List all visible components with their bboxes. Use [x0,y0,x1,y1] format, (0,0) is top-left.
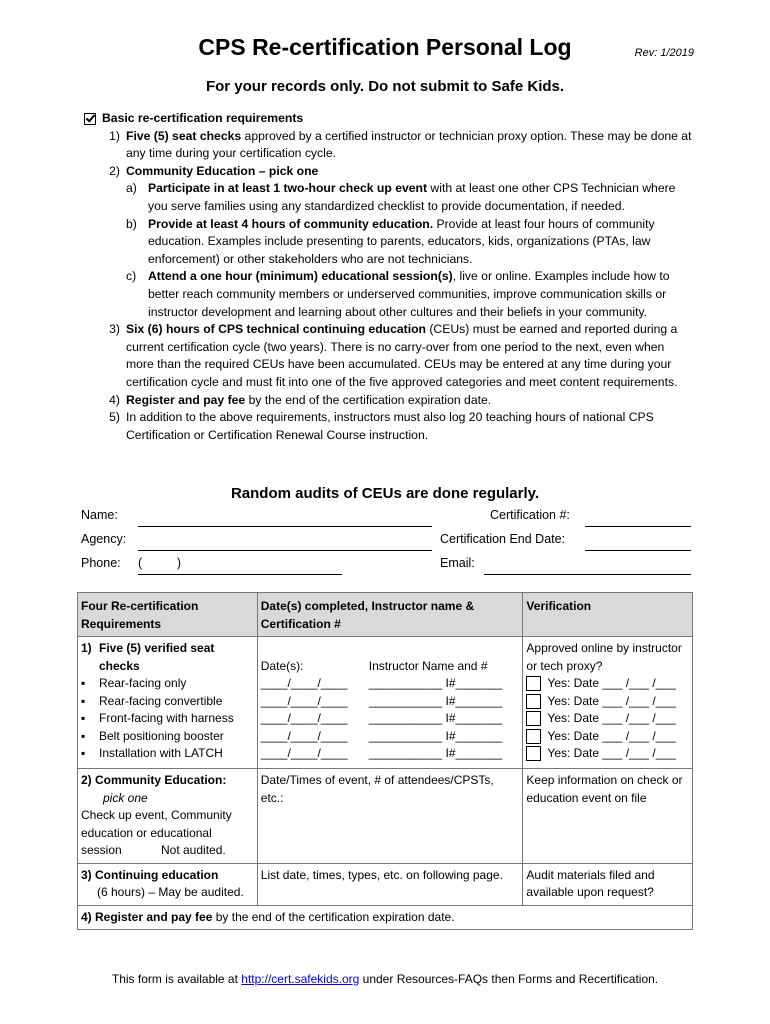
phone-area-code: ( ) [138,556,182,570]
instructor-label: Instructor Name and # [368,658,488,673]
phone-field[interactable] [138,574,342,575]
list-item: ▪ Belt positioning booster [81,728,224,743]
cert-end-date-field[interactable] [585,550,691,551]
requirement-item-2: 2) Community Education – pick one [109,163,319,178]
checkbox[interactable] [526,711,541,726]
column-header: Date(s) completed, Instructor name & Certification # [257,593,523,637]
list-item: ▪ Front-facing with harness [81,711,234,725]
column-header: Verification [523,593,693,637]
seat-check-entry[interactable]: ____/____/____ ___________ I#_______ [260,746,503,760]
agency-label: Agency: [81,532,127,546]
requirement-item-2a: a) Participate in at least 1 two-hour check up event with at least one other CPS Technician where you serve families using any standardized checklist to provide documentation, if needed. [126,181,676,213]
checkbox[interactable] [526,694,541,709]
table-row: 2) Community Education: pick one Check up event, Community education or educational session Not audited. Date/Times of event, # of attendees/CPSTs, etc.: Keep information on check or education event on file [78,769,693,864]
name-field[interactable] [138,526,432,527]
list-item: ▪ Rear-facing convertible [81,693,223,708]
audit-heading: Random audits of CEUs are done regularly. [230,485,540,502]
name-label: Name: [81,508,118,522]
yes-checkbox-row[interactable]: Yes: Date ___ /___ /___ [526,728,689,746]
table-row: 3) Continuing education (6 hours) – May be audited. List date, times, types, etc. on following page. Audit materials filed and available upon request? [78,863,693,905]
dates-label: Date(s): [260,658,304,673]
row1-title: 1) Five (5) verified seat checks [81,641,215,673]
checkbox[interactable] [526,746,541,761]
list-item: ▪ Rear-facing only [81,676,187,690]
seat-check-entry[interactable]: ____/____/____ ___________ I#_______ [260,676,503,690]
phone-label: Phone: [81,556,121,570]
safekids-link[interactable]: http://cert.safekids.org [241,972,360,986]
requirement-item-3: 3) Six (6) hours of CPS technical continuing education (CEUs) must be earned and reported during a current certification cycle (two years). There is no carry-over from one period to the next, even when more than the required CEUs have been accumulated. CEUs may be entered at any time during your certification cycle and must fit into one of the five approved categories and meet content requirements. [109,322,678,389]
requirement-item-5: 5) In addition to the above requirements, instructors must also log 20 teaching hours of national CPS Certification or Certification Renewal Course instruction. [109,410,654,442]
list-item: ▪ Installation with LATCH [81,746,223,760]
yes-checkbox-row[interactable]: Yes: Date ___ /___ /___ [526,710,689,728]
requirement-item-2b: b) Provide at least 4 hours of community education. Provide at least four hours of community education. Examples include presenting to parents, educators, kids, organizations (PTAs, law enforcement) or other stakeholders who are not technicians. [126,216,655,266]
requirement-item-1: 1) Five (5) seat checks approved by a certified instructor or technician proxy option. These may be done at any time during your certification cycle. [109,128,692,161]
revision-label: Rev: 1/2019 [634,47,694,59]
table-row: 4) Register and pay fee by the end of the certification expiration date. [78,905,693,930]
cert-number-field[interactable] [585,526,691,527]
column-header: Four Re-certification Requirements [78,593,258,637]
checkbox-checked-icon [84,113,96,125]
requirement-item-2c: c) Attend a one hour (minimum) educational session(s), live or online. Examples include how to better reach community members or underserved communities, improve communication skills or instructor development and learning about other cultures and their beliefs in your community. [126,269,670,319]
verification-question: Approved online by instructor or tech proxy? [526,641,682,673]
email-field[interactable] [484,574,691,575]
seat-check-entry[interactable]: ____/____/____ ___________ I#_______ [260,693,503,708]
seat-check-entry[interactable]: ____/____/____ ___________ I#_______ [260,711,503,725]
yes-checkbox-row[interactable]: Yes: Date ___ /___ /___ [526,675,689,693]
yes-checkbox-row[interactable]: Yes: Date ___ /___ /___ [526,693,689,711]
footer: This form is available at http://cert.safekids.org under Resources-FAQs then Forms and Recertification. [111,972,659,986]
requirement-item-4: 4) Register and pay fee by the end of the certification expiration date. [109,392,492,407]
checkbox[interactable] [526,729,541,744]
cert-end-date-label: Certification End Date: [440,532,566,546]
table-row [78,637,693,769]
checkbox[interactable] [526,676,541,691]
agency-field[interactable] [138,550,432,551]
page-title: CPS Re-certification Personal Log [198,34,572,60]
requirements-list [84,110,694,444]
seat-check-entry[interactable]: ____/____/____ ___________ I#_______ [260,728,503,743]
recertification-table [77,592,693,930]
table-header-row [78,593,693,637]
cert-number-label: Certification #: [490,508,570,522]
yes-checkbox-row[interactable]: Yes: Date ___ /___ /___ [526,745,689,763]
requirements-heading: Basic re-certification requirements [84,110,694,128]
email-label: Email: [440,556,475,570]
page-subtitle: For your records only. Do not submit to Safe Kids. [205,78,565,95]
